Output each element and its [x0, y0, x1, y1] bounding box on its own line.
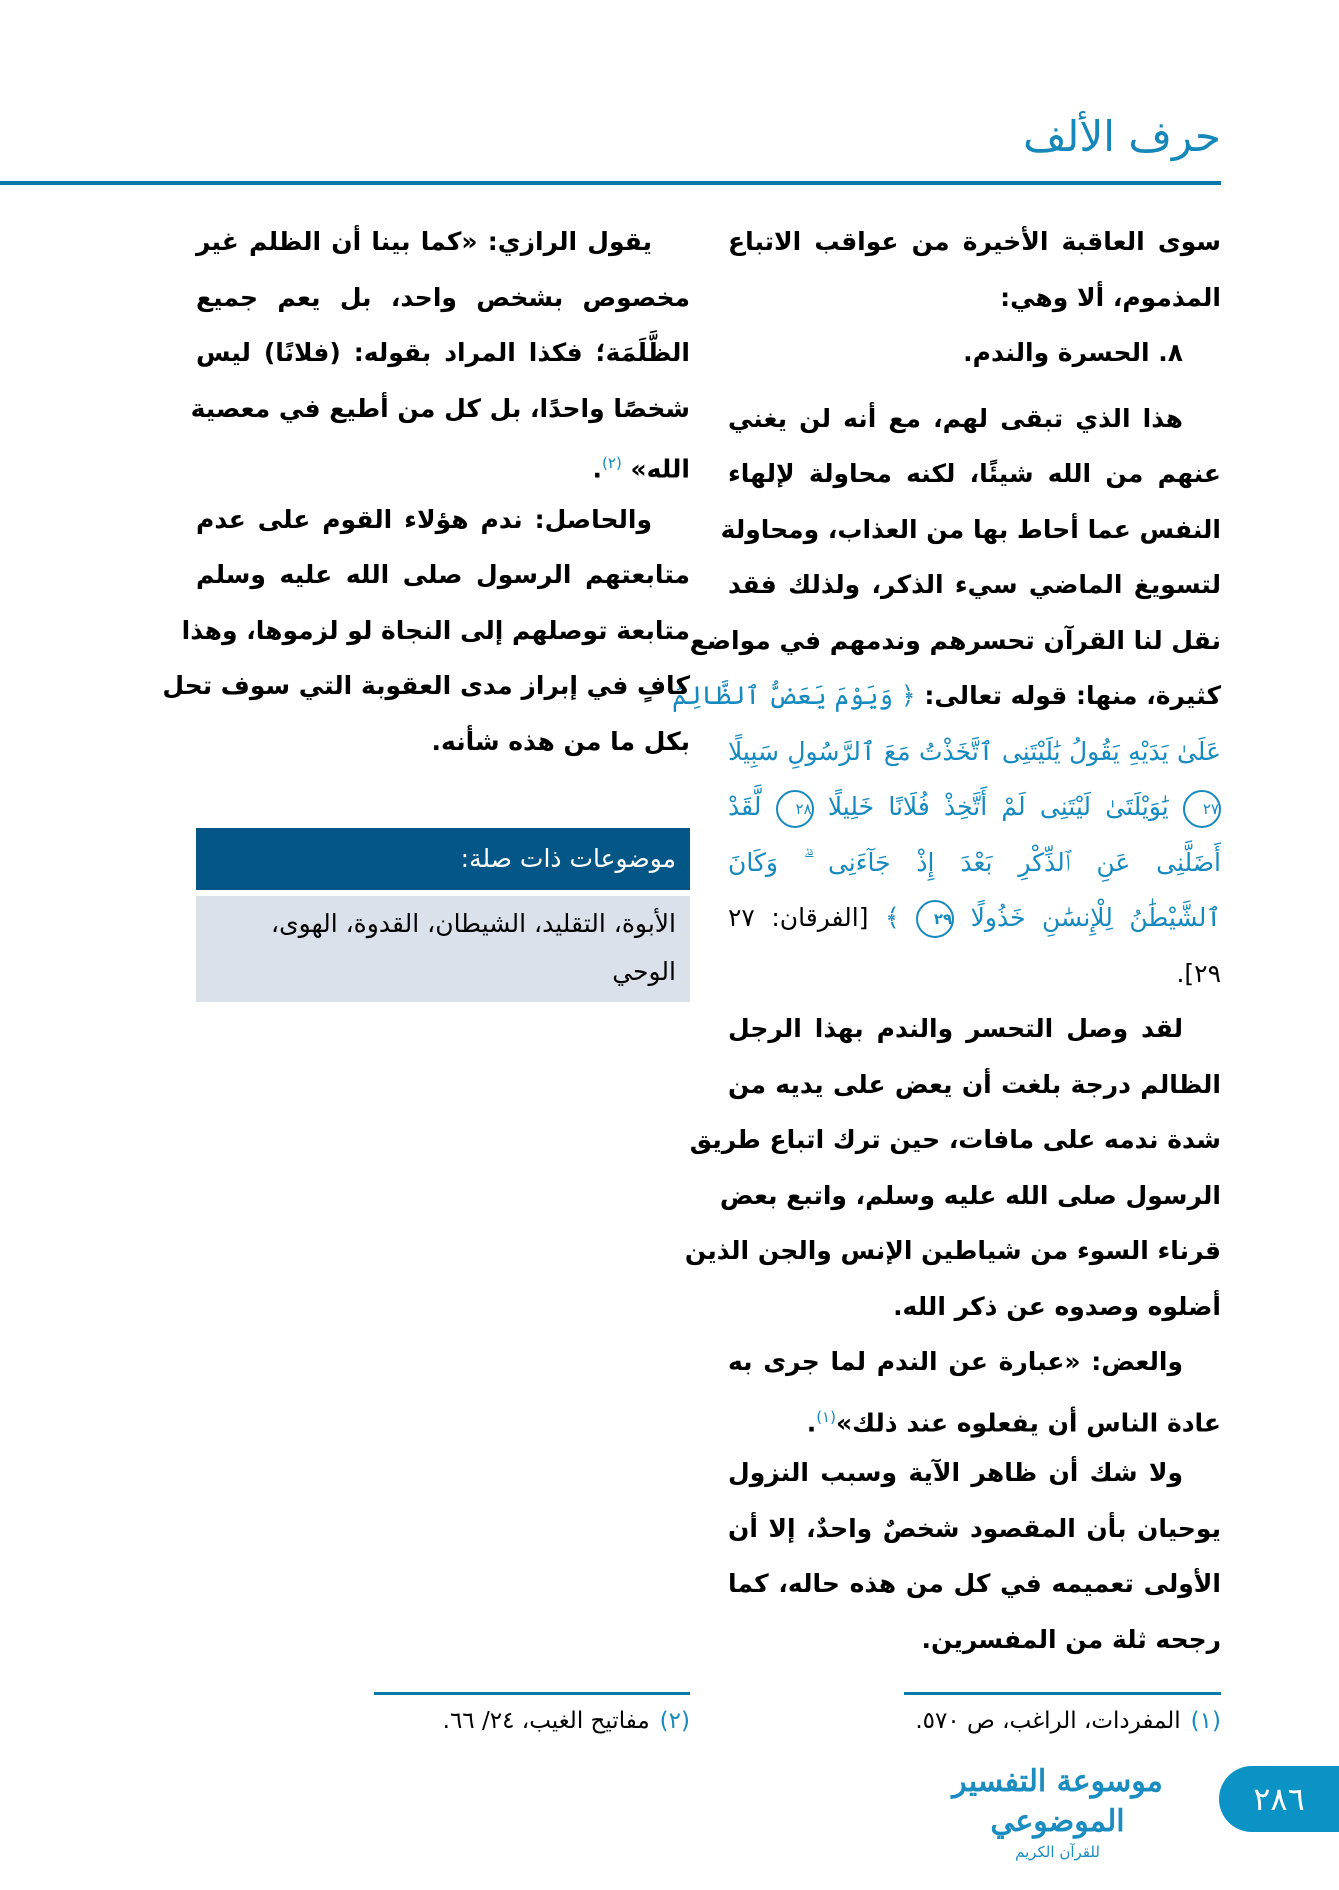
list-item-heading: ٨. الحسرة والندم.: [963, 338, 1183, 367]
text-line: والحاصل: ندم هؤلاء القوم على عدم: [196, 504, 652, 534]
quran-verse-line: أَضَلَّنِى عَنِ ٱلذِّكْرِ بَعْدَ إِذْ جَآءَنِى ۗ وَكَانَ: [728, 847, 1221, 877]
header-divider: [0, 181, 1221, 185]
text-line: الله» $^{(٢)}$.: [592, 454, 690, 484]
quran-verse: ﴿ وَيَوْمَ يَعَضُّ ٱلظَّالِمُ: [672, 681, 916, 710]
quran-verse: لَّقَدْ: [728, 792, 776, 821]
footnote-ref-1[interactable]: (١): [816, 1407, 836, 1426]
text-line: عنهم من الله شيئًا، لكنه محاولة لإلهاء: [728, 459, 1221, 488]
left-column: [162, 214, 690, 769]
logo-subtitle: للقرآن الكريم: [1015, 1843, 1100, 1861]
verse-reference-end: ٢٩].: [1176, 958, 1221, 988]
text-line: سوى العاقبة الأخيرة من عواقب الاتباع: [728, 227, 1221, 256]
verse-intro-line: [672, 668, 1221, 724]
footnote-number: (١): [1190, 1708, 1221, 1734]
text-line: لقد وصل التحسر والندم بهذا الرجل: [728, 1014, 1183, 1043]
footnote-divider: [374, 1692, 690, 1695]
text-line: يقول الرازي: «كما بينا أن الظلم غير: [196, 227, 652, 256]
verse-number-29: ٢٩: [916, 900, 954, 938]
logo-title: موسوعة التفسير الموضوعي: [952, 1764, 1163, 1839]
related-topics-title: موضوعات ذات صلة:: [196, 828, 690, 890]
footnote-1: [915, 1708, 1221, 1734]
text-line: عادة الناس أن يفعلوه عند ذلك»$^{(١)}$.: [806, 1407, 1221, 1437]
text-line: ولا شك أن ظاهر الآية وسبب النزول: [728, 1458, 1183, 1487]
verse-number-28: ٢٨: [776, 790, 814, 828]
footnote-ref-2[interactable]: (٢): [602, 454, 622, 472]
related-topics-box: [196, 828, 690, 1002]
text-line: النفس عما أحاط بها من العذاب، ومحاولة: [720, 514, 1221, 544]
right-column: [672, 214, 1221, 1667]
text-line: كافٍ في إبراز مدى العقوبة التي سوف تحل: [162, 671, 690, 700]
verse-number-27: ٢٧: [1183, 790, 1221, 828]
text-line: يوحيان بأن المقصود شخصٌ واحدٌ، إلا أن: [728, 1513, 1221, 1543]
quran-verse-line: عَلَىٰ يَدَيْهِ يَقُولُ يَٰلَيْتَنِى ٱتَّخَذْتُ مَعَ ٱلرَّسُولِ سَبِيلًا: [728, 736, 1221, 766]
text: عادة الناس أن يفعلوه عند ذلك»: [835, 1407, 1221, 1437]
text-line: متابعتهم الرسول صلى الله عليه وسلم: [196, 560, 690, 589]
text-line: نقل لنا القرآن تحسرهم وندمهم في مواضع: [689, 625, 1221, 655]
text-line: الأولى تعميمه في كل من هذه حاله، كما: [728, 1569, 1221, 1598]
page-number-badge: ٢٨٦: [1219, 1766, 1339, 1832]
quran-verse: يَٰوَيْلَتَىٰ لَيْتَنِى لَمْ أَتَّخِذْ فُلَانًا خَلِيلًا: [813, 792, 1183, 821]
verse-intro: كثيرة، منها: قوله تعالى:: [915, 681, 1221, 710]
text-line: شدة ندمه على مافات، حين ترك اتباع طريق: [689, 1125, 1221, 1154]
text-line: الظالم درجة بلغت أن يعض على يديه من: [728, 1069, 1221, 1099]
text-line: رجحه ثلة من المفسرين.: [921, 1624, 1221, 1654]
text-line: والعض: «عبارة عن الندم لما جرى به: [728, 1347, 1183, 1376]
text-line: مخصوص بشخص واحد، بل يعم جميع: [196, 282, 690, 312]
text: الله»: [630, 454, 690, 484]
verse-close-bracket: ﴾: [884, 903, 917, 932]
quran-verse-line: [728, 890, 1221, 946]
footnote-text: مفاتيح الغيب، ٢٤/ ٦٦.: [442, 1708, 650, 1734]
encyclopedia-logo: [934, 1762, 1181, 1862]
text-line: الرسول صلى الله عليه وسلم، واتبع بعض: [719, 1180, 1221, 1210]
text-line: بكل ما من هذه شأنه.: [431, 726, 690, 756]
quran-verse-line: [728, 779, 1221, 835]
text-line: لتسويغ الماضي سيء الذكر، ولذلك فقد: [728, 570, 1221, 599]
text-line: متابعة توصلهم إلى النجاة لو لزموها، وهذا: [181, 615, 690, 645]
chapter-title: حرف الألف: [1023, 112, 1221, 161]
related-topics-list: الأبوة، التقليد، الشيطان، القدوة، الهوى، الوحي: [196, 896, 690, 1002]
text-line: شخصًا واحدًا، بل كل من أطيع في معصية: [190, 393, 690, 423]
footnote-number: (٢): [659, 1708, 690, 1734]
verse-reference: [الفرقان: ٢٧: [728, 903, 885, 932]
text-line: أضلوه وصدوه عن ذكر الله.: [893, 1291, 1221, 1321]
text-line: المذموم، ألا وهي:: [1000, 282, 1221, 312]
footnote-text: المفردات، الراغب، ص ٥٧٠.: [915, 1708, 1181, 1734]
footnote-2: [443, 1708, 690, 1734]
text-line: هذا الذي تبقى لهم، مع أنه لن يغني: [728, 403, 1183, 433]
quran-verse: ٱلشَّيْطَٰنُ لِلْإِنسَٰنِ خَذُولًا: [954, 903, 1221, 932]
footnote-divider: [904, 1692, 1221, 1695]
text-line: الظَّلَمَة؛ فكذا المراد بقوله: (فلانًا) ليس: [196, 338, 690, 367]
text-line: قرناء السوء من شياطين الإنس والجن الذين: [684, 1236, 1221, 1265]
